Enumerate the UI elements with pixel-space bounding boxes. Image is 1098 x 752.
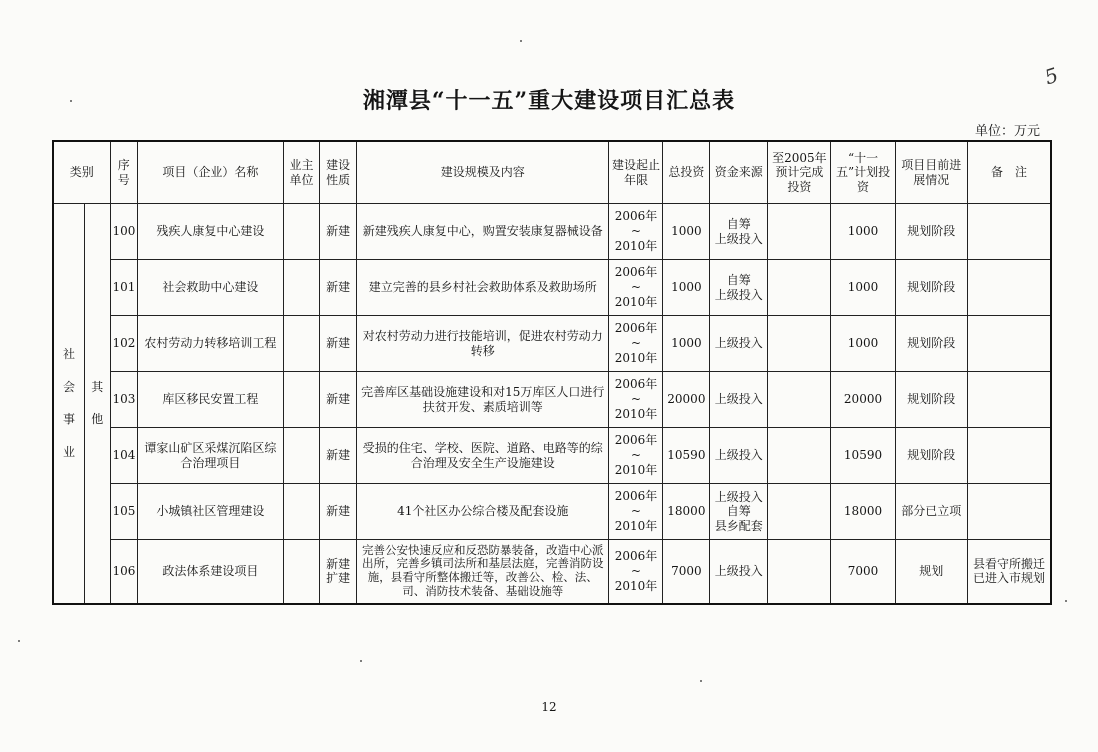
row-plan11: 20000 [831, 372, 895, 428]
row-progress: 规划阶段 [895, 260, 967, 316]
row-note: 县看守所搬迁已进入市规划 [967, 540, 1051, 604]
table-row [53, 316, 1051, 372]
row-plan11: 10590 [831, 428, 895, 484]
row-plan11: 1000 [831, 204, 895, 260]
row-content: 41个社区办公综合楼及配套设施 [356, 484, 609, 540]
row-seq: 106 [110, 540, 137, 604]
row-name: 小城镇社区管理建设 [138, 484, 284, 540]
col-plan11: “十一五”计划投资 [831, 141, 895, 204]
row-owner [283, 372, 320, 428]
col-content: 建设规模及内容 [356, 141, 609, 204]
row-period: 2006年 ~ 2010年 [609, 372, 663, 428]
row-note [967, 372, 1051, 428]
row-done2005 [768, 428, 831, 484]
row-nature: 新建 扩建 [320, 540, 357, 604]
row-note [967, 428, 1051, 484]
row-done2005 [768, 204, 831, 260]
col-done2005: 至2005年预计完成投资 [768, 141, 831, 204]
category-char: 其 [91, 379, 104, 394]
table-row [53, 484, 1051, 540]
row-content: 受损的住宅、学校、医院、道路、电路等的综合治理及安全生产设施建设 [356, 428, 609, 484]
row-seq: 104 [110, 428, 137, 484]
row-name: 残疾人康复中心建设 [138, 204, 284, 260]
row-period: 2006年 ~ 2010年 [609, 204, 663, 260]
row-owner [283, 204, 320, 260]
category-main [53, 204, 85, 604]
row-content: 完善公安快速反应和反恐防暴装备，改造中心派出所，完善乡镇司法所和基层法庭，完善消防设施，县看守所整体搬迁等，改善公、检、法、司、消防技术装备、基础设施等 [356, 540, 609, 604]
scan-speck [70, 100, 72, 102]
row-progress: 规划阶段 [895, 204, 967, 260]
row-plan11: 18000 [831, 484, 895, 540]
row-owner [283, 484, 320, 540]
table-row [53, 260, 1051, 316]
project-summary-table [52, 140, 1052, 605]
row-fund: 自筹 上级投入 [710, 204, 768, 260]
row-plan11: 1000 [831, 260, 895, 316]
scan-speck [520, 40, 522, 42]
scan-speck [1065, 600, 1067, 602]
row-note [967, 204, 1051, 260]
col-name: 项目（企业）名称 [138, 141, 284, 204]
row-content: 建立完善的县乡村社会救助体系及救助场所 [356, 260, 609, 316]
row-nature: 新建 [320, 484, 357, 540]
row-progress: 规划阶段 [895, 428, 967, 484]
row-seq: 105 [110, 484, 137, 540]
row-seq: 100 [110, 204, 137, 260]
row-period: 2006年 ~ 2010年 [609, 540, 663, 604]
category-char: 社 [63, 347, 76, 362]
row-fund: 上级投入 [710, 316, 768, 372]
category-char: 业 [63, 444, 76, 459]
row-total: 18000 [663, 484, 710, 540]
row-seq: 102 [110, 316, 137, 372]
row-progress: 部分已立项 [895, 484, 967, 540]
header-handwritten-mark: 5 [1041, 62, 1062, 90]
unit-label: 单位：万元 [974, 124, 1040, 139]
row-owner [283, 260, 320, 316]
row-fund: 上级投入 [710, 540, 768, 604]
row-total: 1000 [663, 260, 710, 316]
row-owner [283, 540, 320, 604]
row-done2005 [768, 260, 831, 316]
category-sub [85, 204, 110, 604]
page-number: 12 [541, 700, 557, 714]
row-name: 政法体系建设项目 [138, 540, 284, 604]
row-total: 1000 [663, 204, 710, 260]
col-owner: 业主单位 [283, 141, 320, 204]
scan-speck [700, 680, 702, 682]
row-name: 谭家山矿区采煤沉陷区综合治理项目 [138, 428, 284, 484]
row-content: 对农村劳动力进行技能培训，促进农村劳动力转移 [356, 316, 609, 372]
table-row [53, 372, 1051, 428]
table-row [53, 540, 1051, 604]
row-done2005 [768, 484, 831, 540]
table-header-row [53, 141, 1051, 204]
row-note [967, 260, 1051, 316]
row-owner [283, 316, 320, 372]
row-nature: 新建 [320, 372, 357, 428]
row-nature: 新建 [320, 260, 357, 316]
row-name: 农村劳动力转移培训工程 [138, 316, 284, 372]
row-total: 10590 [663, 428, 710, 484]
row-fund: 自筹 上级投入 [710, 260, 768, 316]
row-total: 7000 [663, 540, 710, 604]
row-period: 2006年 ~ 2010年 [609, 428, 663, 484]
row-note [967, 484, 1051, 540]
row-progress: 规划阶段 [895, 372, 967, 428]
row-content: 完善库区基础设施建设和对15万库区人口进行扶贫开发、素质培训等 [356, 372, 609, 428]
row-fund: 上级投入 [710, 372, 768, 428]
row-nature: 新建 [320, 428, 357, 484]
row-done2005 [768, 372, 831, 428]
col-note: 备 注 [967, 141, 1051, 204]
row-done2005 [768, 316, 831, 372]
row-name: 库区移民安置工程 [138, 372, 284, 428]
row-name: 社会救助中心建设 [138, 260, 284, 316]
row-total: 1000 [663, 316, 710, 372]
row-plan11: 7000 [831, 540, 895, 604]
category-char: 事 [63, 412, 76, 427]
row-done2005 [768, 540, 831, 604]
col-seq: 序号 [110, 141, 137, 204]
scan-speck [360, 660, 362, 662]
row-nature: 新建 [320, 316, 357, 372]
row-plan11: 1000 [831, 316, 895, 372]
row-seq: 101 [110, 260, 137, 316]
row-period: 2006年 ~ 2010年 [609, 316, 663, 372]
row-note [967, 316, 1051, 372]
category-char: 他 [91, 412, 104, 427]
row-progress: 规划阶段 [895, 316, 967, 372]
category-char: 会 [63, 379, 76, 394]
row-fund: 上级投入 [710, 428, 768, 484]
col-total: 总投资 [663, 141, 710, 204]
row-nature: 新建 [320, 204, 357, 260]
row-content: 新建残疾人康复中心，购置安装康复器械设备 [356, 204, 609, 260]
row-period: 2006年 ~ 2010年 [609, 260, 663, 316]
row-fund: 上级投入 自筹 县乡配套 [710, 484, 768, 540]
col-progress: 项目目前进展情况 [895, 141, 967, 204]
row-progress: 规划 [895, 540, 967, 604]
scan-speck [18, 640, 20, 642]
col-fund: 资金来源 [710, 141, 768, 204]
row-seq: 103 [110, 372, 137, 428]
table-row [53, 428, 1051, 484]
col-period: 建设起止年限 [609, 141, 663, 204]
table-row [53, 204, 1051, 260]
row-owner [283, 428, 320, 484]
row-period: 2006年 ~ 2010年 [609, 484, 663, 540]
row-total: 20000 [663, 372, 710, 428]
document-title: 湘潭县“十一五”重大建设项目汇总表 [362, 88, 736, 114]
col-nature: 建设性质 [320, 141, 357, 204]
col-category: 类别 [53, 141, 110, 204]
